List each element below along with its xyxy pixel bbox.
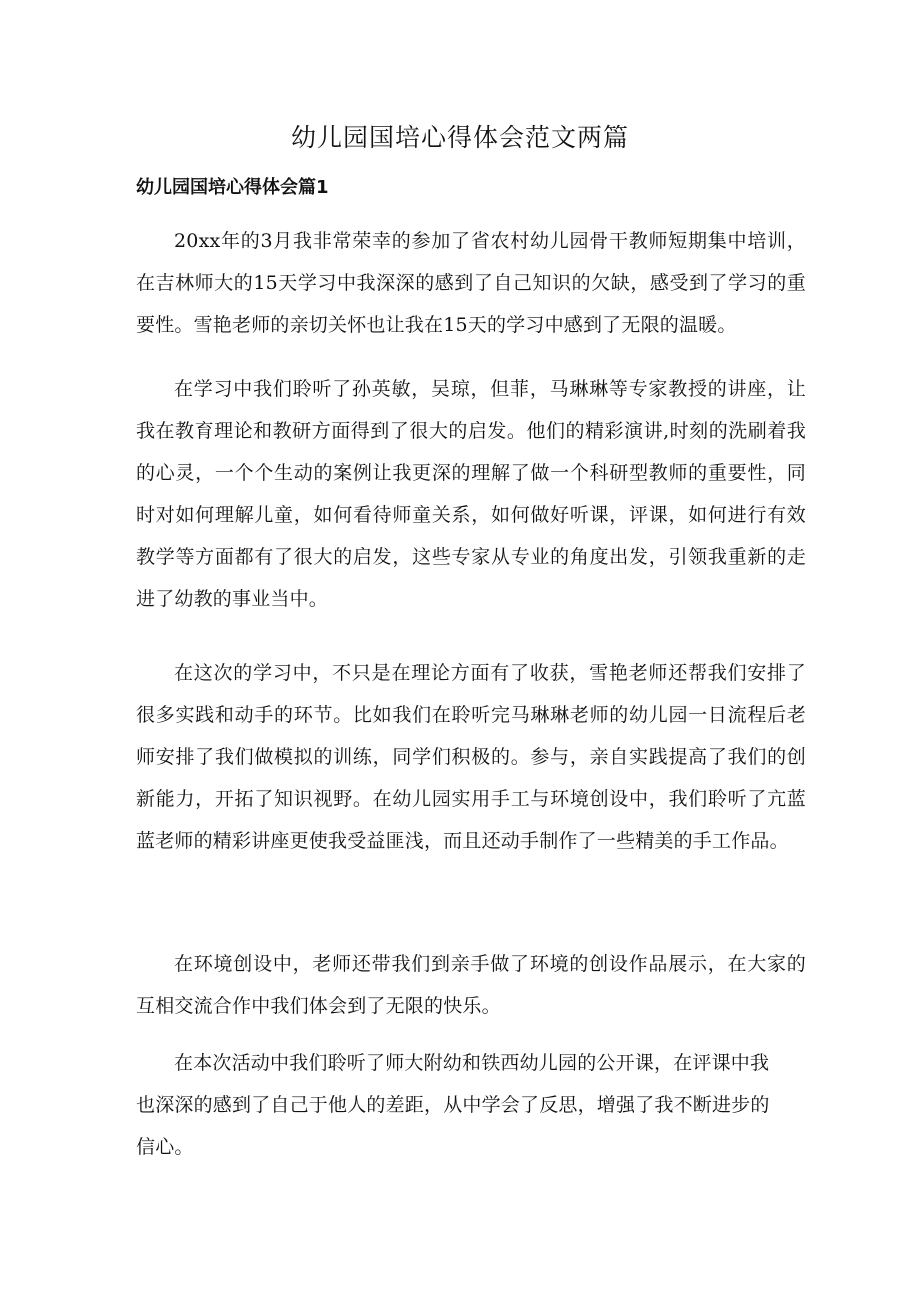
section-heading: 幼儿园国培心得体会篇1: [136, 177, 329, 198]
paragraph-3: 在这次的学习中，不只是在理论方面有了收获，雪艳老师还帮我们安排了很多实践和动手的环节。比如我们在聆听完马琳琳老师的幼儿园一日流程后老师安排了我们做模拟的训练，同学们积极的。参与，亲自实践提高了我们的创新能力，开拓了知识视野。在幼儿园实用手工与环境创设中，我们聆听了亢蓝蓝老师的精彩讲座更使我受益匪浅，而且还动手制作了一些精美的手工作品。: [136, 662, 806, 852]
paragraph-2: 在学习中我们聆听了孙英敏，吴琼，但菲，马琳琳等专家教授的讲座，让我在教育理论和教研方面得到了很大的启发。他们的精彩演讲,时刻的洗刷着我的心灵，一个个生动的案例让我更深的理解了做一个科研型教师的重要性，同时对如何理解儿童，如何看待师童关系，如何做好听课，评课，如何进行有效教学等方面都有了很大的启发，这些专家从专业的角度出发，引领我重新的走进了幼教的事业当中。: [136, 378, 806, 610]
document-title: 幼儿园国培心得体会范文两篇: [290, 123, 629, 152]
paragraph-5: 在本次活动中我们聆听了师大附幼和铁西幼儿园的公开课，在评课中我也深深的感到了自己于他人的差距，从中学会了反思，增强了我不断进步的信心。: [136, 1052, 770, 1158]
paragraph-4: 在环境创设中，老师还带我们到亲手做了环境的创设作品展示，在大家的互相交流合作中我们体会到了无限的快乐。: [136, 953, 806, 1017]
paragraph-1: 20xx年的3月我非常荣幸的参加了省农村幼儿园骨干教师短期集中培训，在吉林师大的15天学习中我深深的感到了自己知识的欠缺，感受到了学习的重要性。雪艳老师的亲切关怀也让我在15天的学习中感到了无限的温暖。: [136, 230, 806, 336]
